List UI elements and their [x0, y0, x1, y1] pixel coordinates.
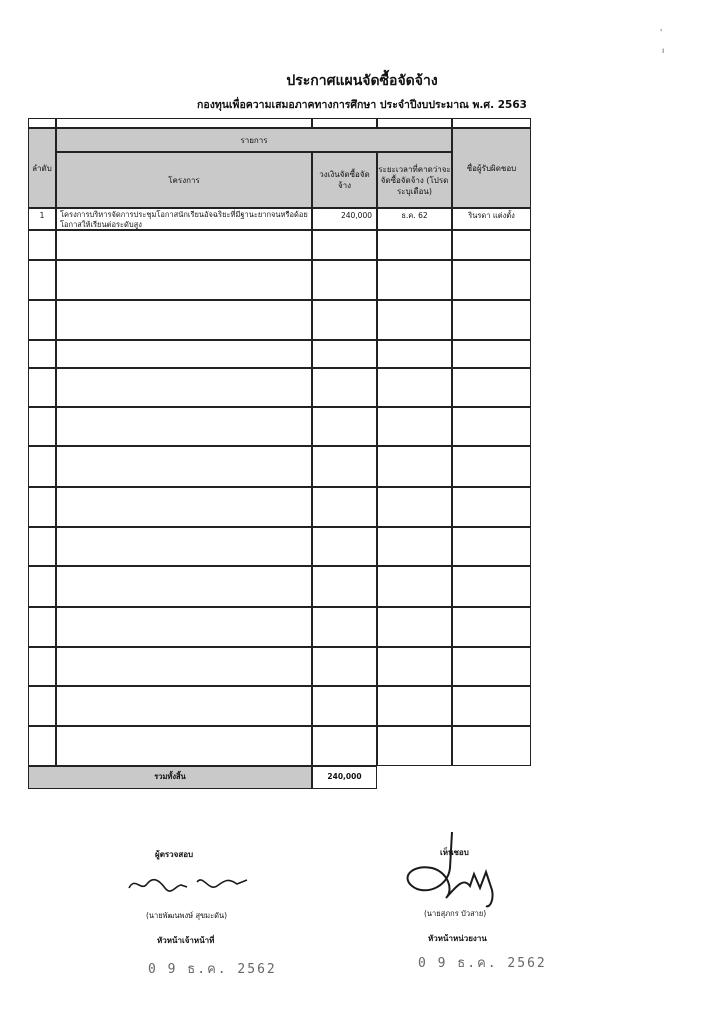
header-period: ระยะเวลาที่คาดว่าจะจัดซื้อจัดจ้าง (โปรดระบุเดือน): [377, 152, 452, 208]
empty-row-cell: [56, 368, 312, 407]
document-subtitle: กองทุนเพื่อความเสมอภาคทางการศึกษา ประจำปีงบประมาณ พ.ศ. 2563: [197, 99, 527, 111]
empty-row-cell: [56, 487, 312, 527]
empty-row-cell: [377, 230, 452, 260]
empty-row-cell: [312, 686, 377, 726]
empty-row-cell: [28, 300, 56, 340]
empty-row-cell: [312, 368, 377, 407]
scan-mark-top: ': [660, 28, 663, 37]
empty-row-cell: [377, 527, 452, 566]
empty-row-cell: [28, 647, 56, 686]
empty-row-cell: [56, 527, 312, 566]
right-signer-role: เห็นชอบ: [440, 848, 469, 857]
empty-row-cell: [312, 340, 377, 368]
empty-row-cell: [312, 726, 377, 766]
total-value: 240,000: [312, 766, 377, 789]
empty-row-cell: [312, 527, 377, 566]
empty-row-cell: [312, 260, 377, 300]
row-1-no: 1: [28, 208, 56, 230]
empty-row-cell: [452, 607, 531, 647]
header-strip-budget: [312, 118, 377, 128]
header-group: รายการ: [56, 128, 452, 152]
left-date-stamp: 0 9 ธ.ค. 2562: [148, 962, 277, 977]
header-no: ลำดับ: [28, 128, 56, 208]
empty-row-cell: [56, 607, 312, 647]
empty-row-cell: [377, 566, 452, 607]
empty-row-cell: [452, 260, 531, 300]
empty-row-cell: [28, 407, 56, 446]
empty-row-cell: [56, 726, 312, 766]
empty-row-cell: [56, 230, 312, 260]
empty-row-cell: [452, 487, 531, 527]
right-signature-image: [394, 828, 514, 912]
empty-row-cell: [28, 566, 56, 607]
empty-row-cell: [377, 647, 452, 686]
header-owner: ชื่อผู้รับผิดชอบ: [452, 128, 531, 208]
empty-row-cell: [312, 487, 377, 527]
right-signer-name: (นายสุภกร บัวสาย): [424, 909, 487, 918]
empty-row-cell: [377, 686, 452, 726]
right-signer-position: หัวหน้าหน่วยงาน: [428, 934, 487, 943]
header-project: โครงการ: [56, 152, 312, 208]
empty-row-cell: [28, 368, 56, 407]
empty-row-cell: [56, 340, 312, 368]
empty-row-cell: [377, 407, 452, 446]
empty-row-cell: [56, 446, 312, 487]
empty-row-cell: [377, 726, 452, 766]
empty-row-cell: [452, 230, 531, 260]
empty-row-cell: [312, 446, 377, 487]
empty-row-cell: [377, 607, 452, 647]
header-strip-period: [377, 118, 452, 128]
empty-row-cell: [28, 260, 56, 300]
document-title: ประกาศแผนจัดซื้อจัดจ้าง: [286, 73, 438, 89]
scan-mark-bottom: ı: [662, 46, 665, 55]
header-strip-project: [56, 118, 312, 128]
empty-row-cell: [56, 686, 312, 726]
empty-row-cell: [28, 527, 56, 566]
empty-row-cell: [312, 230, 377, 260]
empty-row-cell: [377, 340, 452, 368]
empty-row-cell: [452, 407, 531, 446]
empty-row-cell: [377, 446, 452, 487]
empty-row-cell: [28, 607, 56, 647]
empty-row-cell: [56, 566, 312, 607]
left-signer-name: (นายพัฒนพงษ์ สุขมะดัน): [146, 911, 228, 920]
empty-row-cell: [452, 340, 531, 368]
empty-row-cell: [28, 686, 56, 726]
empty-row-cell: [28, 446, 56, 487]
empty-row-cell: [452, 686, 531, 726]
empty-row-cell: [56, 407, 312, 446]
empty-row-cell: [377, 300, 452, 340]
empty-row-cell: [28, 340, 56, 368]
empty-row-cell: [312, 607, 377, 647]
empty-row-cell: [28, 726, 56, 766]
empty-row-cell: [312, 407, 377, 446]
total-label: รวมทั้งสิ้น: [28, 766, 312, 789]
empty-row-cell: [56, 300, 312, 340]
empty-row-cell: [312, 300, 377, 340]
empty-row-cell: [56, 647, 312, 686]
row-1-period: ธ.ค. 62: [377, 208, 452, 230]
left-signer-role: ผู้ตรวจสอบ: [155, 850, 194, 859]
empty-row-cell: [377, 487, 452, 527]
empty-row-cell: [452, 368, 531, 407]
left-signature-image: [125, 862, 255, 902]
row-1-budget: 240,000: [312, 208, 377, 230]
empty-row-cell: [28, 487, 56, 527]
empty-row-cell: [56, 260, 312, 300]
empty-row-cell: [452, 566, 531, 607]
empty-row-cell: [452, 446, 531, 487]
row-1-project: โครงการบริหารจัดการประชุมโอกาสนักเรียนอัจฉริยะที่มีฐานะยากจนหรือด้อยโอกาสให้เรียนต่อระดับสูง: [56, 208, 312, 230]
left-signer-position: หัวหน้าเจ้าหน้าที่: [157, 936, 215, 945]
empty-row-cell: [452, 300, 531, 340]
empty-row-cell: [377, 260, 452, 300]
header-strip-no: [28, 118, 56, 128]
empty-row-cell: [312, 647, 377, 686]
row-1-owner: รินรดา แต่งตั้ง: [452, 208, 531, 230]
empty-row-cell: [452, 726, 531, 766]
header-strip-owner: [452, 118, 531, 128]
empty-row-cell: [452, 647, 531, 686]
empty-row-cell: [28, 230, 56, 260]
header-budget: วงเงินจัดซื้อจัดจ้าง: [312, 152, 377, 208]
empty-row-cell: [377, 368, 452, 407]
empty-row-cell: [452, 527, 531, 566]
right-date-stamp: 0 9 ธ.ค. 2562: [418, 956, 547, 971]
empty-row-cell: [312, 566, 377, 607]
